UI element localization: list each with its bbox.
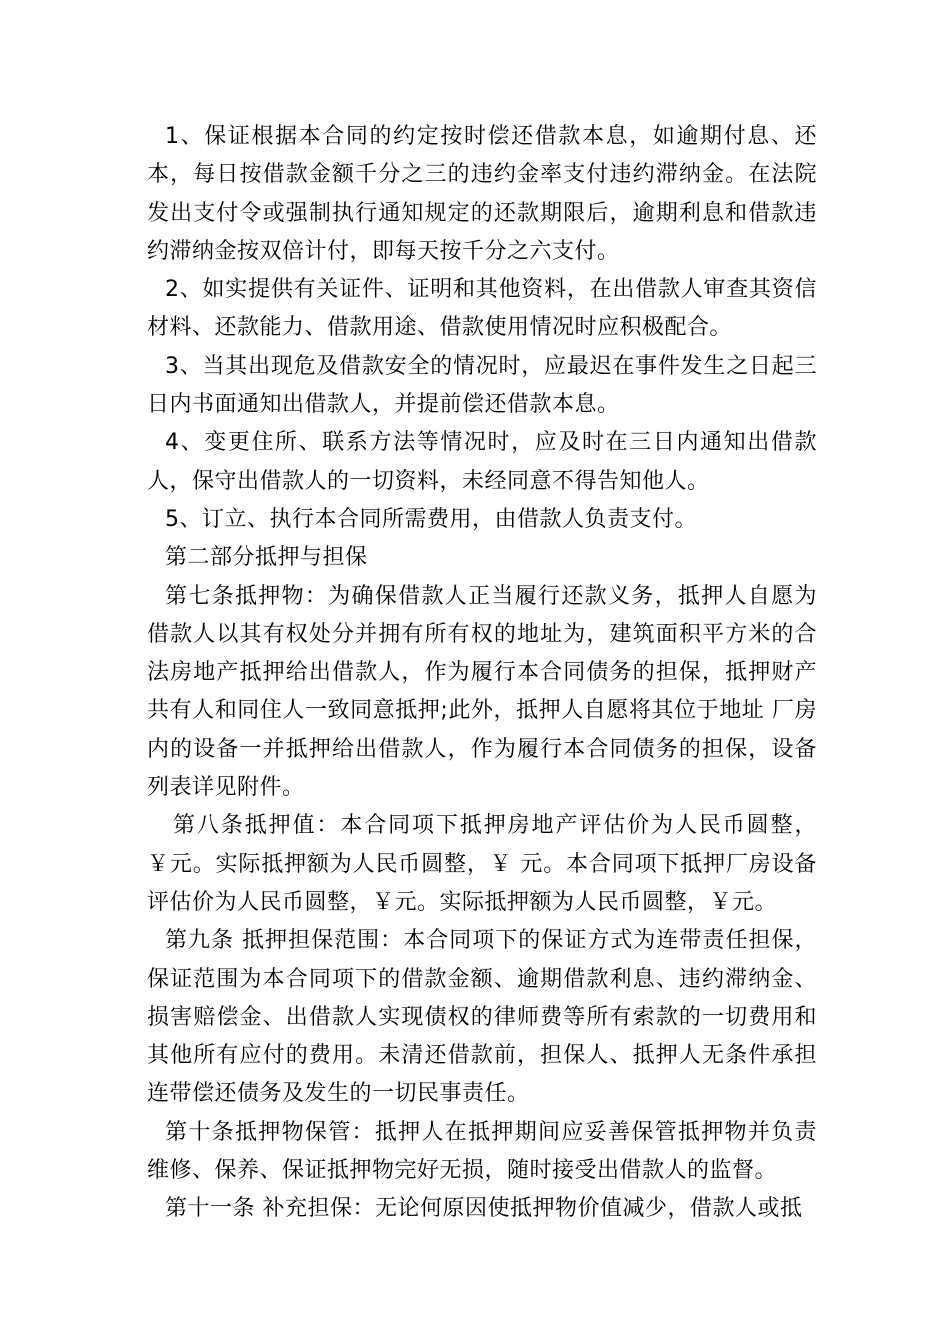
clause-3-paragraph: 3、当其出现危及借款安全的情况时，应最迟在事件发生之日起三日内书面通知出借款人，并提前偿还借款本息。 xyxy=(147,353,817,418)
clause-2-paragraph: 2、如实提供有关证件、证明和其他资料，在出借款人审查其资信材料、还款能力、借款用途、借款使用情况时应积极配合。 xyxy=(147,277,817,341)
section-heading: 第二部分抵押与担保 xyxy=(165,545,368,571)
article-8-paragraph: 第八条抵押值：本合同项下抵押房地产评估价为人民币圆整，￥元。实际抵押额为人民币圆整，￥ 元。本合同项下抵押厂房设备评估价为人民币圆整，￥元。实际抵押额为人民币圆整，￥元。 xyxy=(147,813,817,915)
clause-1-paragraph: 1、保证根据本合同的约定按时偿还借款本息，如逾期付息、还本，每日按借款金额千分之三的违约金率支付违约滞纳金。在法院发出支付令或强制执行通知规定的还款期限后，逾期利息和借款违约滞纳金按双倍计付，即每天按千分之六支付。 xyxy=(147,124,817,264)
article-7-paragraph: 第七条抵押物：为确保借款人正当履行还款义务，抵押人自愿为借款人以其有权处分并拥有所有权的地址为，建筑面积平方米的合法房地产抵押给出借款人，作为履行本合同债务的担保，抵押财产共有人和同住人一致同意抵押;此外，抵押人自愿将其位于地址 厂房内的设备一并抵押给出借款人，作为履行本合同债务的担保，设备列表详见附件。 xyxy=(147,583,817,801)
clause-5-paragraph: 5、订立、执行本合同所需费用，由借款人负责支付。 xyxy=(165,506,697,532)
article-10-paragraph: 第十条抵押物保管：抵押人在抵押期间应妥善保管抵押物并负责维修、保养、保证抵押物完好无损，随时接受出借款人的监督。 xyxy=(147,1119,817,1184)
article-11-paragraph: 第十一条 补充担保：无论何原因使抵押物价值减少，借款人或抵 xyxy=(165,1196,803,1222)
article-9-paragraph: 第九条 抵押担保范围：本合同项下的保证方式为连带责任担保，保证范围为本合同项下的借款金额、逾期借款利息、违约滞纳金、损害赔偿金、出借款人实现债权的律师费等所有索款的一切费用和其他所有应付的费用。未清还借款前，担保人、抵押人无条件承担连带偿还债务及发生的一切民事责任。 xyxy=(147,928,817,1107)
clause-4-paragraph: 4、变更住所、联系方法等情况时，应及时在三日内通知出借款人，保守出借款人的一切资料，未经同意不得告知他人。 xyxy=(147,430,817,494)
document-body xyxy=(147,118,817,1229)
